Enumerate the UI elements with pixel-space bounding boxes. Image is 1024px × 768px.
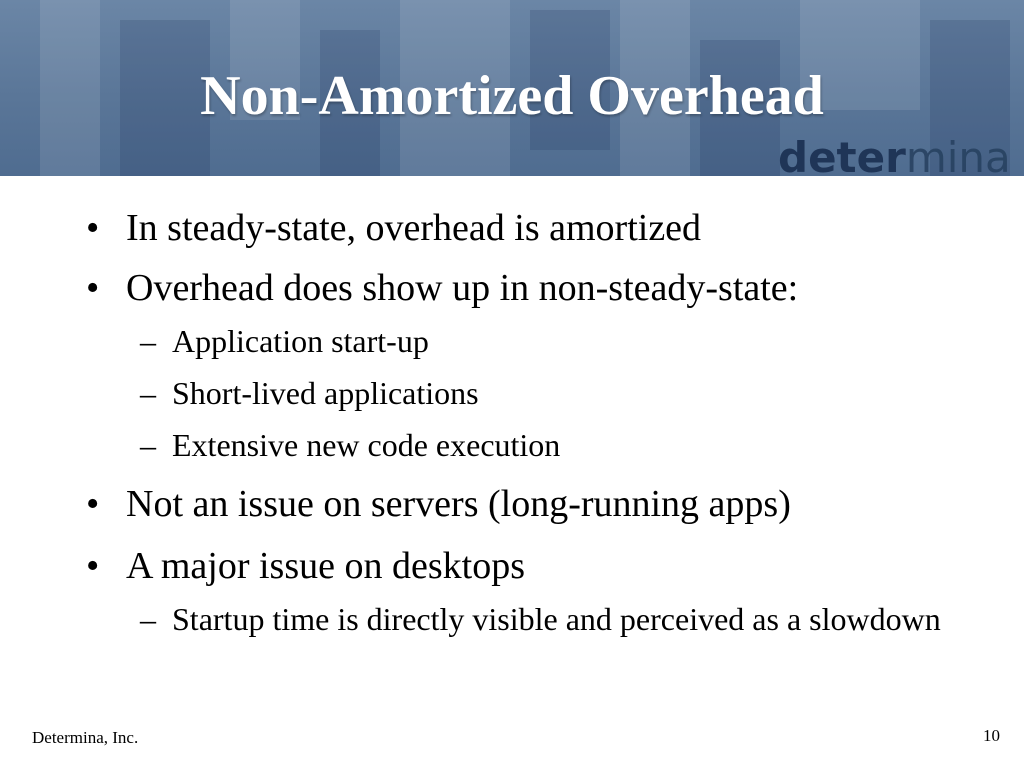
company-logo [778, 134, 1011, 176]
sub-bullet-marker: – [140, 323, 156, 359]
sub-bullet-text: Startup time is directly visible and perceived as a slowdown [172, 601, 941, 637]
bullet-marker: • [86, 545, 100, 587]
bullet-item [86, 266, 986, 310]
sub-bullet-text: Short-lived applications [172, 375, 479, 411]
slide-title: Non-Amortized Overhead [200, 65, 824, 127]
bullet-text: Overhead does show up in non-steady-state: [126, 267, 799, 309]
logo-text-bold: deter [778, 133, 906, 176]
slide-number: 10 [983, 726, 1000, 745]
slide-header [0, 0, 1024, 176]
sub-bullet-item [140, 600, 940, 684]
sub-bullet-marker: – [140, 601, 156, 637]
logo-text-light: mina [905, 133, 1011, 176]
bullet-marker: • [86, 207, 100, 249]
sub-bullet-item [140, 322, 940, 360]
sub-bullet-text: Extensive new code execution [172, 427, 561, 463]
sub-bullet-marker: – [140, 427, 156, 463]
bullet-item [86, 482, 986, 526]
bullet-item [86, 544, 986, 588]
bullet-item [86, 206, 986, 250]
bullet-text: In steady-state, overhead is amortized [126, 207, 702, 249]
slide-body [0, 176, 1024, 716]
bullet-text: A major issue on desktops [126, 545, 525, 587]
bullet-marker: • [86, 267, 100, 309]
bullet-text: Not an issue on servers (long-running apps) [126, 483, 791, 525]
sub-bullet-text: Application start-up [172, 323, 429, 359]
sub-bullet-item [140, 426, 940, 464]
footer-company: Determina, Inc. [32, 728, 139, 747]
bullet-marker: • [86, 483, 100, 525]
sub-bullet-item [140, 374, 940, 412]
sub-bullet-marker: – [140, 375, 156, 411]
